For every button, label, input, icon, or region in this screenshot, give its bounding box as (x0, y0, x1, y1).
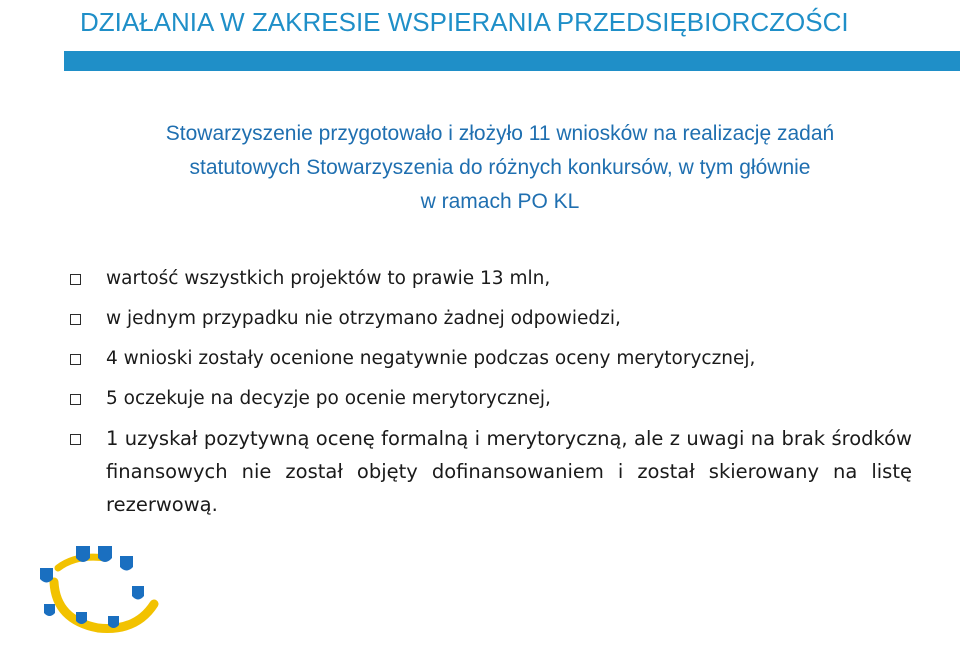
list-item (70, 262, 912, 295)
logo-shield (44, 604, 55, 616)
logo-shield (76, 546, 90, 562)
square-bullet-icon (70, 314, 81, 325)
square-bullet-icon (70, 394, 81, 405)
intro-paragraph (60, 117, 940, 219)
bullet-list (70, 262, 912, 528)
square-bullet-icon (70, 274, 81, 285)
bullet-text: 5 oczekuje na decyzje po ocenie merytorycznej, (106, 388, 551, 409)
title-accent-bar (64, 51, 960, 71)
list-item (70, 302, 912, 335)
shields-ring-logo-icon (36, 542, 166, 642)
logo-shield (76, 612, 87, 624)
bullet-text: w jednym przypadku nie otrzymano żadnej odpowiedzi, (106, 308, 621, 329)
logo-shield (108, 616, 119, 628)
list-item (70, 382, 912, 415)
list-item (70, 342, 912, 375)
bullet-text: 4 wnioski zostały ocenione negatywnie podczas oceny merytorycznej, (106, 348, 756, 369)
bullet-text: 1 uzyskał pozytywną ocenę formalną i merytoryczną, ale z uwagi na brak środków finansowych nie został objęty dofinansowaniem i został skierowany na listę rezerwową. (106, 427, 912, 516)
intro-line: Stowarzyszenie przygotowało i złożyło 11 wniosków na realizację zadań (165, 122, 835, 145)
square-bullet-icon (70, 354, 81, 365)
bullet-text: wartość wszystkich projektów to prawie 13 mln, (106, 268, 551, 289)
page-title: DZIAŁANIA W ZAKRESIE WSPIERANIA PRZEDSIĘBIORCZOŚCI (80, 7, 849, 37)
list-item (70, 422, 912, 521)
logo-shield (98, 546, 112, 562)
logo-shield (120, 556, 133, 571)
square-bullet-icon (70, 434, 81, 445)
intro-line: statutowych Stowarzyszenia do różnych konkursów, w tym głównie (189, 156, 811, 179)
logo-shield (40, 568, 53, 583)
intro-line: w ramach PO KL (420, 190, 580, 213)
